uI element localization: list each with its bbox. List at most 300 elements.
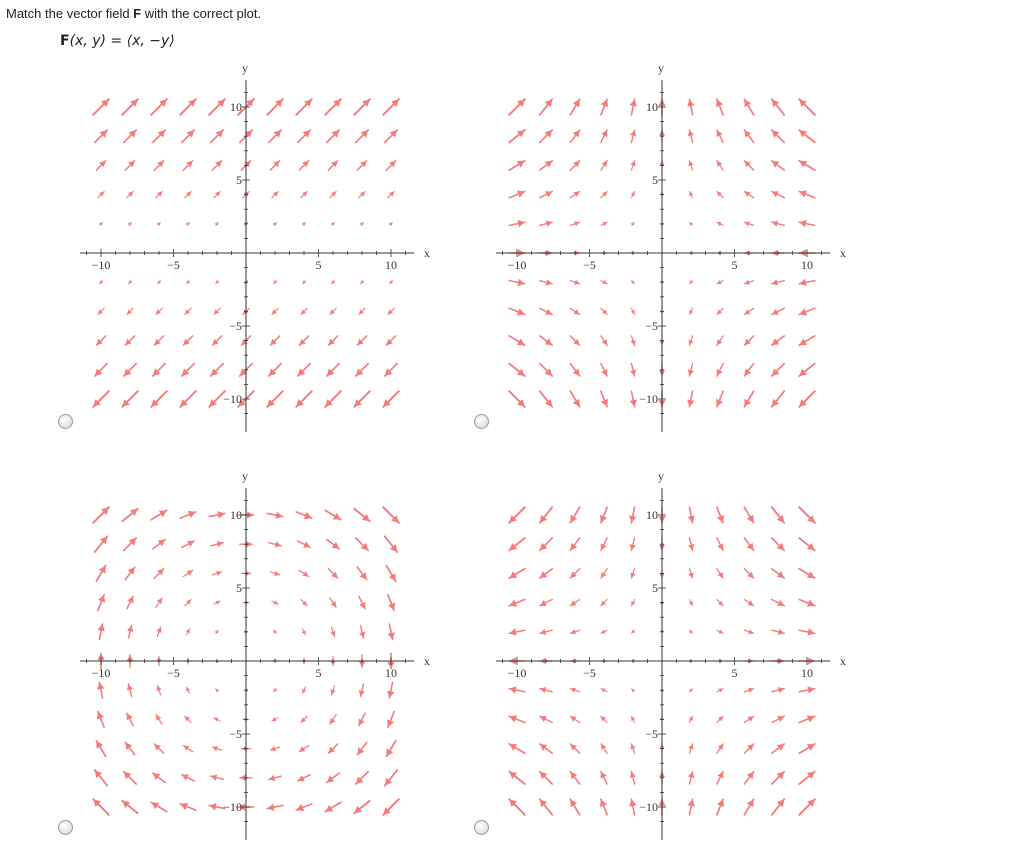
- vector-arrow: [328, 161, 337, 170]
- vector-arrow: [631, 308, 635, 314]
- vector-arrow: [540, 130, 552, 142]
- vector-arrow: [157, 280, 161, 284]
- x-axis-label: x: [840, 654, 846, 668]
- vector-arrow: [772, 336, 784, 345]
- y-axis-label: y: [658, 61, 664, 75]
- vector-arrow: [744, 507, 753, 523]
- vector-arrow: [356, 130, 368, 142]
- vector-arrow: [357, 567, 366, 579]
- vector-arrow: [182, 364, 194, 376]
- vector-arrow: [212, 746, 221, 751]
- vector-arrow: [540, 599, 552, 605]
- arrow-head: [540, 571, 548, 578]
- vector-arrow: [269, 130, 281, 142]
- vector-arrow: [215, 630, 219, 634]
- vector-arrow: [383, 99, 399, 115]
- vector-arrow: [717, 772, 723, 784]
- arrow-head: [267, 804, 274, 811]
- vector-arrow: [385, 536, 397, 552]
- vector-arrow: [95, 130, 107, 142]
- arrow-head: [359, 632, 365, 638]
- vector-arrow: [601, 599, 607, 605]
- vector-arrow: [99, 280, 103, 284]
- vector-arrow: [183, 745, 192, 751]
- vector-arrow: [772, 629, 784, 635]
- vector-arrow: [298, 130, 310, 142]
- vector-arrow: [124, 538, 136, 550]
- arrow-head: [778, 687, 784, 693]
- vector-arrow: [509, 538, 525, 550]
- vector-arrow: [689, 308, 693, 314]
- vector-arrow: [717, 280, 723, 284]
- vector-arrow: [211, 364, 223, 376]
- vector-arrow: [799, 799, 815, 815]
- vector-arrow: [211, 775, 223, 781]
- x-tick-label: 10: [801, 258, 813, 272]
- y-tick-label: 5: [236, 173, 242, 187]
- y-axis-label: y: [658, 469, 664, 483]
- arrow-head: [360, 572, 367, 580]
- y-tick-label: 10: [230, 100, 242, 114]
- vector-arrow: [570, 130, 579, 142]
- vector-arrow: [629, 799, 636, 815]
- vector-arrow: [509, 686, 525, 693]
- vector-arrow: [127, 684, 133, 696]
- vector-arrow: [688, 799, 695, 815]
- vector-arrow: [272, 191, 278, 197]
- formula-lhs-bold: F: [60, 33, 70, 49]
- arrow-head: [211, 775, 217, 781]
- vector-arrow: [570, 391, 579, 407]
- arrow-head: [125, 742, 132, 750]
- vector-arrow: [386, 741, 395, 757]
- vector-arrow: [153, 773, 165, 782]
- vector-arrow: [717, 161, 723, 170]
- vector-field-formula: [60, 33, 175, 49]
- vector-arrow: [299, 570, 308, 576]
- x-axis-label: x: [424, 654, 430, 668]
- vector-arrow: [744, 336, 753, 345]
- arrow-head: [688, 370, 694, 376]
- vector-arrow: [96, 336, 105, 345]
- vector-arrow: [124, 130, 136, 142]
- vector-arrow: [296, 804, 312, 811]
- vector-arrow: [270, 161, 279, 170]
- vector-arrow: [125, 336, 134, 345]
- vector-arrow: [717, 630, 723, 634]
- arrow-head: [517, 279, 524, 286]
- vector-arrow: [716, 99, 723, 115]
- y-tick-label: −5: [229, 727, 242, 741]
- vector-arrow: [127, 626, 133, 638]
- vector-arrow: [125, 161, 134, 170]
- arrow-head: [509, 686, 516, 693]
- arrow-head: [629, 515, 636, 522]
- vector-arrow: [356, 364, 368, 376]
- vector-arrow: [156, 686, 161, 695]
- vector-arrow: [127, 308, 133, 314]
- y-tick-label: 10: [646, 508, 658, 522]
- question-text: [6, 6, 261, 21]
- vector-arrow: [95, 770, 107, 786]
- vector-arrow: [717, 599, 723, 605]
- vector-arrow: [97, 712, 104, 728]
- vector-arrow: [772, 364, 784, 376]
- vector-arrow: [601, 569, 607, 578]
- vector-arrow: [570, 507, 579, 523]
- vector-arrow: [302, 222, 306, 226]
- vector-arrow: [330, 598, 336, 607]
- vector-arrow: [570, 569, 579, 578]
- vector-arrow: [270, 336, 279, 345]
- vector-arrow: [359, 596, 365, 608]
- vector-arrow: [509, 799, 525, 815]
- arrow-head: [545, 161, 553, 168]
- vector-arrow: [630, 99, 637, 115]
- vector-arrow: [631, 280, 635, 284]
- arrow-head: [570, 543, 577, 551]
- vector-arrow: [744, 130, 753, 142]
- vector-arrow: [273, 630, 277, 634]
- y-tick-label: −10: [223, 800, 242, 814]
- vector-arrow: [509, 507, 525, 523]
- vector-arrow: [212, 571, 221, 576]
- vector-arrow: [389, 280, 393, 284]
- y-tick-label: 10: [646, 100, 658, 114]
- vector-arrow: [799, 99, 815, 115]
- x-tick-label: −5: [167, 258, 180, 272]
- vector-arrow: [95, 364, 107, 376]
- vector-arrow: [601, 130, 607, 142]
- radio-option-b[interactable]: [474, 414, 489, 429]
- arrow-head: [546, 279, 552, 285]
- x-axis-label: x: [840, 246, 846, 260]
- vector-arrow: [744, 688, 753, 693]
- vector-arrow: [354, 99, 370, 115]
- vector-arrow: [97, 682, 104, 698]
- vector-arrow: [128, 280, 132, 284]
- radio-option-a[interactable]: [58, 414, 73, 429]
- vector-arrow: [601, 280, 607, 284]
- vector-arrow: [772, 538, 784, 550]
- vector-arrow: [302, 280, 306, 284]
- vector-arrow: [630, 744, 635, 753]
- y-tick-label: 5: [652, 581, 658, 595]
- vector-arrow: [772, 772, 784, 784]
- vector-arrow: [717, 744, 723, 753]
- vector-arrow: [509, 744, 525, 753]
- arrow-head: [127, 626, 133, 632]
- vector-arrow: [601, 336, 607, 345]
- vector-arrow: [270, 746, 279, 751]
- vector-arrow: [799, 391, 815, 407]
- arrow-head: [158, 540, 166, 547]
- vector-arrow: [772, 130, 784, 142]
- vector-arrow: [299, 745, 308, 751]
- vector-arrow: [540, 799, 552, 815]
- vector-arrow: [717, 222, 723, 226]
- vector-arrow: [325, 391, 341, 407]
- vector-arrow: [387, 682, 394, 698]
- vector-arrow: [272, 600, 278, 604]
- vector-arrow: [153, 364, 165, 376]
- formula-lhs-args: (x, y) =: [69, 33, 127, 49]
- arrow-head: [744, 130, 751, 138]
- vector-arrow: [301, 716, 307, 722]
- vector-arrow: [630, 336, 635, 345]
- vector-arrow: [267, 804, 283, 811]
- vector-arrow: [744, 191, 753, 197]
- vector-arrow: [156, 715, 162, 724]
- arrow-head: [799, 220, 806, 227]
- arrow-head: [359, 690, 365, 696]
- arrow-head: [217, 541, 223, 547]
- vector-arrow: [509, 161, 525, 170]
- arrow-head: [269, 775, 275, 781]
- vector-arrow: [540, 569, 552, 578]
- vector-arrow: [272, 717, 278, 721]
- x-tick-label: −10: [507, 258, 527, 272]
- vector-arrow: [156, 627, 161, 636]
- vector-arrow: [354, 391, 370, 407]
- arrow-head: [772, 161, 780, 168]
- vector-arrow: [772, 161, 784, 170]
- arrow-head: [327, 776, 335, 783]
- vector-arrow: [799, 279, 815, 286]
- vector-arrow: [688, 772, 694, 784]
- vector-arrow: [95, 536, 107, 552]
- vector-arrow: [325, 99, 341, 115]
- vector-arrow: [388, 595, 395, 611]
- vector-arrow: [180, 803, 196, 810]
- y-tick-label: 10: [230, 508, 242, 522]
- vector-arrow: [799, 686, 815, 693]
- radio-option-c[interactable]: [58, 820, 73, 835]
- vector-arrow: [540, 391, 552, 407]
- vector-arrow: [540, 364, 552, 376]
- vector-arrow: [212, 336, 221, 345]
- vector-arrow: [153, 540, 165, 549]
- vector-arrow: [717, 716, 723, 722]
- y-tick-label: 5: [236, 581, 242, 595]
- vector-arrow: [687, 99, 694, 115]
- vector-arrow: [688, 744, 693, 753]
- vector-arrow: [96, 741, 105, 757]
- y-tick-label: −10: [639, 392, 658, 406]
- vector-arrow: [744, 716, 753, 722]
- arrow-head: [209, 803, 216, 810]
- vector-arrow: [383, 507, 399, 523]
- vector-arrow: [383, 391, 399, 407]
- x-tick-label: −10: [91, 258, 111, 272]
- vector-arrow: [156, 191, 162, 197]
- vector-arrow: [122, 801, 138, 813]
- vector-arrow: [357, 336, 366, 345]
- vector-arrow: [296, 512, 312, 519]
- arrow-head: [573, 368, 580, 376]
- vector-arrow: [182, 541, 194, 547]
- y-tick-label: −10: [223, 392, 242, 406]
- arrow-head: [747, 543, 754, 551]
- vector-arrow: [125, 567, 134, 579]
- vector-arrow: [387, 712, 394, 728]
- vector-arrow: [799, 599, 815, 606]
- vector-arrow: [509, 364, 525, 376]
- vector-arrow: [772, 221, 784, 227]
- arrow-head: [630, 130, 636, 136]
- vector-arrow: [799, 569, 815, 578]
- vector-arrow: [799, 130, 815, 142]
- vector-arrow: [772, 99, 784, 115]
- vector-arrow: [689, 191, 693, 197]
- question-bold-f: F: [133, 6, 142, 21]
- formula-rhs: ⟨x, −y⟩: [126, 33, 175, 49]
- arrow-head: [687, 99, 694, 106]
- arrow-head: [540, 687, 546, 693]
- vector-arrow: [772, 569, 784, 578]
- vector-arrow: [744, 538, 753, 550]
- vector-arrow: [154, 161, 163, 170]
- vector-arrow: [214, 191, 220, 197]
- vector-arrow: [509, 772, 525, 784]
- plot-d: [478, 468, 878, 858]
- vector-arrow: [509, 191, 525, 198]
- vector-arrow: [631, 222, 635, 226]
- vector-arrow: [772, 687, 784, 693]
- vector-arrow: [772, 391, 784, 407]
- vector-arrow: [93, 99, 109, 115]
- vector-arrow: [331, 222, 335, 226]
- vector-arrow: [98, 595, 105, 611]
- vector-arrow: [570, 772, 579, 784]
- vector-arrow: [601, 191, 607, 197]
- vector-arrow: [273, 222, 277, 226]
- vector-arrow: [185, 191, 191, 197]
- vector-arrow: [540, 538, 552, 550]
- vector-arrow: [269, 541, 281, 547]
- vector-arrow: [540, 161, 552, 170]
- y-tick-label: −5: [229, 319, 242, 333]
- vector-arrow: [180, 511, 196, 518]
- vector-arrow: [154, 569, 163, 578]
- vector-arrow: [540, 687, 552, 693]
- arrow-head: [517, 220, 524, 227]
- vector-arrow: [357, 161, 366, 170]
- vector-arrow: [772, 279, 784, 285]
- arrow-head: [97, 682, 104, 689]
- vector-arrow: [744, 799, 753, 815]
- vector-arrow: [509, 715, 525, 722]
- vector-arrow: [688, 336, 693, 345]
- arrow-head: [687, 399, 694, 406]
- arrow-head: [630, 99, 637, 106]
- vector-arrow: [296, 391, 312, 407]
- vector-arrow: [540, 772, 552, 784]
- vector-arrow: [154, 744, 163, 753]
- arrow-head: [630, 772, 636, 778]
- vector-arrow: [799, 772, 815, 784]
- vector-arrow: [215, 222, 219, 226]
- arrow-head: [688, 515, 695, 522]
- vector-arrow: [570, 688, 579, 693]
- vector-arrow: [151, 510, 167, 519]
- vector-arrow: [570, 221, 579, 226]
- vector-arrow: [356, 538, 368, 550]
- vector-arrow: [215, 280, 219, 284]
- arrow-head: [772, 221, 778, 227]
- vector-arrow: [272, 308, 278, 314]
- vector-arrow: [269, 775, 281, 781]
- vector-arrow: [601, 772, 607, 784]
- vector-arrow: [389, 222, 393, 226]
- vector-arrow: [744, 599, 753, 605]
- x-tick-label: 10: [385, 666, 397, 680]
- vector-arrow: [301, 191, 307, 197]
- x-tick-label: 5: [731, 258, 738, 272]
- vector-arrow: [360, 280, 364, 284]
- vector-arrow: [744, 744, 753, 753]
- vector-arrow: [509, 220, 525, 227]
- vector-arrow: [214, 718, 220, 722]
- vector-arrow: [570, 716, 579, 722]
- vector-arrow: [98, 624, 105, 640]
- x-tick-label: 5: [731, 666, 738, 680]
- vector-arrow: [630, 364, 636, 376]
- vector-arrow: [717, 569, 723, 578]
- vector-arrow: [153, 130, 165, 142]
- vector-arrow: [570, 799, 579, 815]
- radio-option-d[interactable]: [474, 820, 489, 835]
- vector-arrow: [689, 630, 693, 634]
- vector-arrow: [325, 510, 341, 519]
- vector-arrow: [385, 130, 397, 142]
- vector-arrow: [570, 191, 579, 197]
- vector-arrow: [744, 280, 753, 285]
- vector-arrow: [717, 130, 723, 142]
- vector-arrow: [330, 191, 336, 197]
- vector-arrow: [386, 336, 395, 345]
- vector-arrow: [124, 772, 136, 784]
- vector-arrow: [185, 599, 191, 605]
- arrow-head: [688, 772, 694, 778]
- vector-arrow: [540, 191, 552, 197]
- y-tick-label: −10: [639, 800, 658, 814]
- vector-arrow: [296, 99, 312, 115]
- vector-arrow: [299, 336, 308, 345]
- vector-arrow: [186, 629, 190, 635]
- y-tick-label: −5: [645, 727, 658, 741]
- x-tick-label: −10: [91, 666, 111, 680]
- vector-arrow: [386, 566, 395, 582]
- vector-arrow: [631, 599, 635, 605]
- y-tick-label: 5: [652, 173, 658, 187]
- vector-arrow: [328, 744, 337, 753]
- vector-arrow: [601, 308, 607, 314]
- arrow-head: [509, 628, 516, 635]
- vector-arrow: [772, 308, 784, 314]
- vector-arrow: [688, 538, 694, 550]
- arrow-head: [388, 632, 395, 639]
- vector-arrow: [301, 308, 307, 314]
- arrow-head: [630, 399, 637, 406]
- vector-arrow: [185, 308, 191, 314]
- vector-arrow: [772, 191, 784, 197]
- vector-arrow: [359, 308, 365, 314]
- vector-arrow: [122, 99, 138, 115]
- vector-arrow: [540, 629, 552, 635]
- vector-arrow: [183, 161, 192, 170]
- vector-arrow: [360, 222, 364, 226]
